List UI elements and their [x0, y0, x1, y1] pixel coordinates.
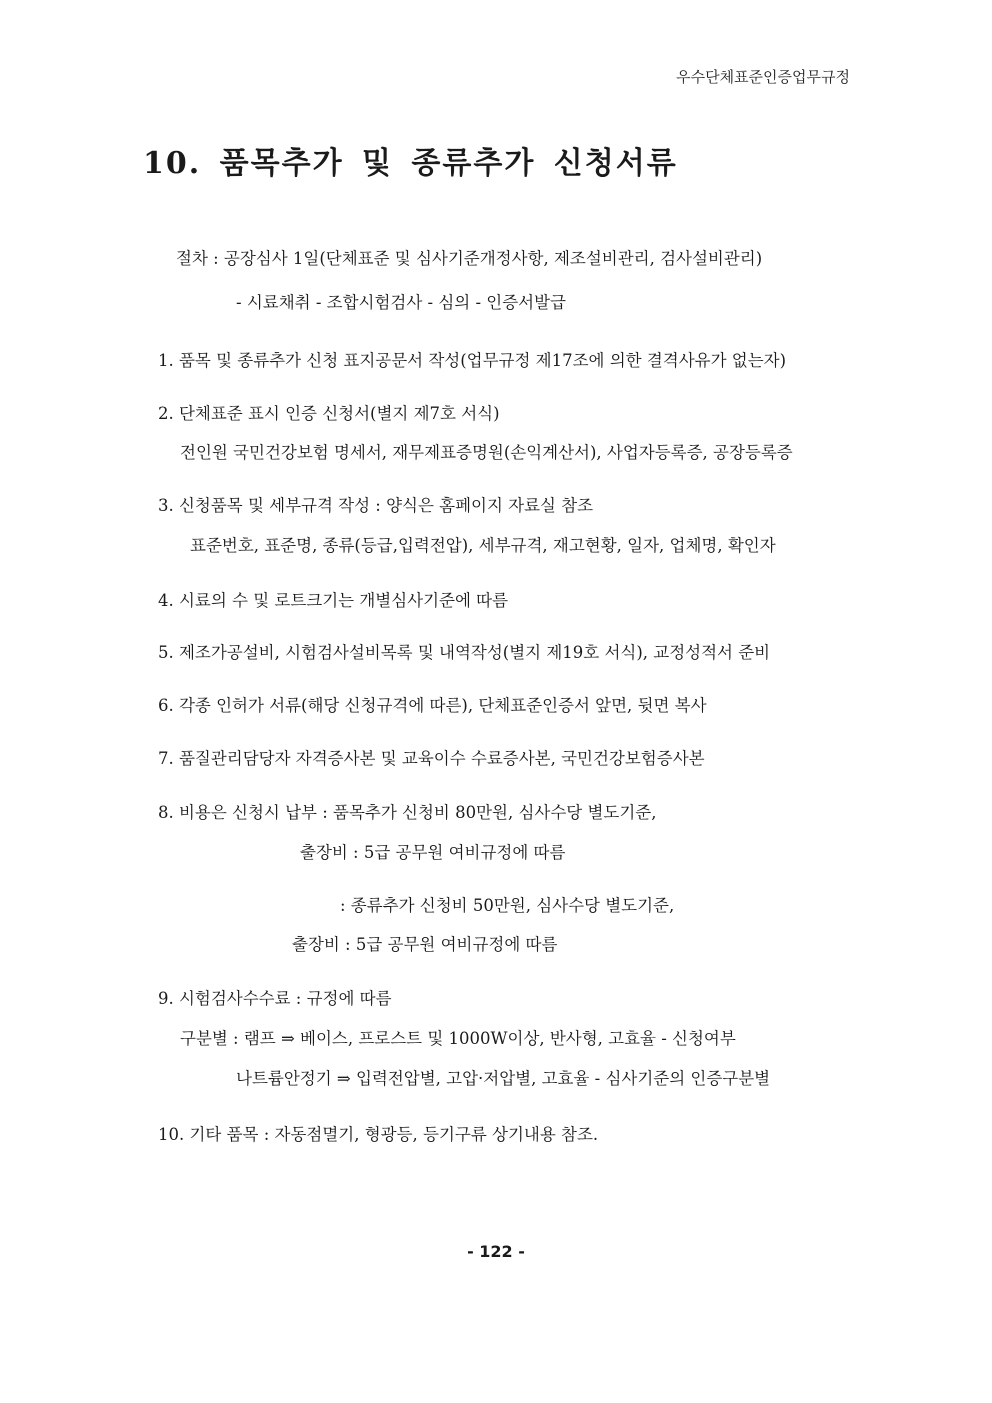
item-8-detail-2: : 종류추가 신청비 50만원, 심사수당 별도기준,	[340, 896, 675, 915]
section-title: 10. 품목추가 및 종류추가 신청서류	[143, 146, 678, 181]
item-3-detail: 표준번호, 표준명, 종류(등급,입력전압), 세부규격, 재고현황, 일자, 업체명, 확인자	[190, 536, 776, 555]
item-7: 7. 품질관리담당자 자격증사본 및 교육이수 수료증사본, 국민건강보험증사본	[158, 749, 705, 768]
item-8-detail-3: 출장비 : 5급 공무원 여비규정에 따름	[292, 935, 558, 954]
item-2: 2. 단체표준 표시 인증 신청서(별지 제7호 서식)	[158, 404, 500, 423]
item-4: 4. 시료의 수 및 로트크기는 개별심사기준에 따름	[158, 591, 509, 610]
item-1: 1. 품목 및 종류추가 신청 표지공문서 작성(업무규정 제17조에 의한 결격사유가 없는자)	[158, 351, 787, 370]
item-9: 9. 시험검사수수료 : 규정에 따름	[158, 989, 392, 1008]
running-header: 우수단체표준인증업무규정	[676, 68, 850, 86]
item-9-detail-1: 구분별 : 램프 ⇒ 베이스, 프로스트 및 1000W이상, 반사형, 고효율 - 신청여부	[180, 1029, 736, 1048]
item-8-detail-1: 출장비 : 5급 공무원 여비규정에 따름	[300, 843, 566, 862]
page-number: - 122 -	[467, 1242, 525, 1261]
item-9-detail-2: 나트륨안정기 ⇒ 입력전압별, 고압·저압별, 고효율 - 심사기준의 인증구분별	[236, 1069, 771, 1088]
item-2-detail: 전인원 국민건강보험 명세서, 재무제표증명원(손익계산서), 사업자등록증, 공장등록증	[180, 443, 793, 462]
item-8: 8. 비용은 신청시 납부 : 품목추가 신청비 80만원, 심사수당 별도기준,	[158, 803, 657, 822]
item-3: 3. 신청품목 및 세부규격 작성 : 양식은 홈페이지 자료실 참조	[158, 496, 594, 515]
procedure-line-2: - 시료채취 - 조합시험검사 - 심의 - 인증서발급	[236, 293, 566, 312]
procedure-line-1: 절차 : 공장심사 1일(단체표준 및 심사기준개정사항, 제조설비관리, 검사설비관리)	[176, 249, 763, 268]
item-10: 10. 기타 품목 : 자동점멸기, 형광등, 등기구류 상기내용 참조.	[158, 1125, 599, 1144]
item-6: 6. 각종 인허가 서류(해당 신청규격에 따른), 단체표준인증서 앞면, 뒷면 복사	[158, 696, 707, 715]
item-5: 5. 제조가공설비, 시험검사설비목록 및 내역작성(별지 제19호 서식), 교정성적서 준비	[158, 643, 771, 662]
